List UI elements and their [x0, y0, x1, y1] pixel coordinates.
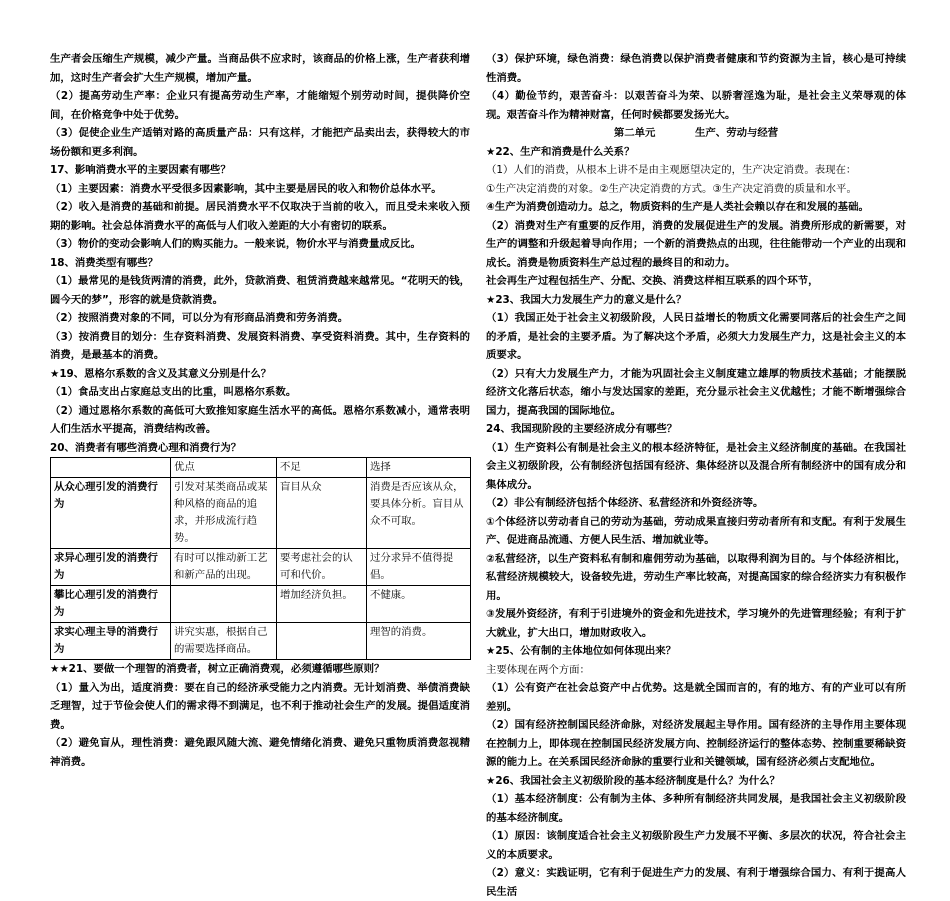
table-row-label: 求实心理主导的消费行为 [51, 623, 171, 660]
table-cell: 不健康。 [367, 586, 471, 623]
paragraph: ③发展外资经济，有利于引进境外的资金和先进技术，学习境外的先进管理经验；有利于扩大就业，扩大出口，增加财政收入。 [486, 605, 906, 642]
paragraph: （2）收入是消费的基础和前提。居民消费水平不仅取决于当前的收入，而且受未来收入预期的影响。社会总体消费水平的高低与人们收入差距的大小有密切的联系。 [50, 198, 470, 235]
paragraph: ①生产决定消费的对象。②生产决定消费的方式。③生产决定消费的质量和水平。 [486, 180, 906, 199]
table-row-label: 求异心理引发的消费行为 [51, 549, 171, 586]
paragraph: 社会再生产过程包括生产、分配、交换、消费这样相互联系的四个环节， [486, 272, 906, 291]
paragraph: （1）最常见的是钱货两清的消费，此外，贷款消费、租赁消费越来越常见。“花明天的钱，圆今天的梦”，形容的就是贷款消费。 [50, 272, 470, 309]
table-row [51, 478, 471, 549]
table-cell: 理智的消费。 [367, 623, 471, 660]
paragraph: （1）基本经济制度：公有制为主体、多种所有制经济共同发展，是我国社会主义初级阶段的基本经济制度。 [486, 790, 906, 827]
table-row-label: 攀比心理引发的消费行为 [51, 586, 171, 623]
paragraph: （1）原因：该制度适合社会主义初级阶段生产力发展不平衡、多层次的状况，符合社会主义的本质要求。 [486, 827, 906, 864]
unit-heading [486, 124, 906, 143]
paragraph: （2）通过恩格尔系数的高低可大致推知家庭生活水平的高低。恩格尔系数减小，通常表明人们生活水平提高，消费结构改善。 [50, 402, 470, 439]
paragraph: （2）意义：实践证明，它有利于促进生产力的发展、有利于增强综合国力、有利于提高人民生活 [486, 864, 906, 901]
paragraph: ★26、我国社会主义初级阶段的基本经济制度是什么？为什么？ [486, 772, 906, 791]
paragraph: （1）人们的消费，从根本上讲不是由主观愿望决定的，生产决定消费。表现在： [486, 161, 906, 180]
right-column [486, 50, 906, 901]
paragraph: （3）促使企业生产适销对路的高质量产品：只有这样，才能把产品卖出去，获得较大的市场份额和更多利润。 [50, 124, 470, 161]
table-cell: 过分求异不值得提倡。 [367, 549, 471, 586]
paragraph: （1）主要因素：消费水平受很多因素影响，其中主要是居民的收入和物价总体水平。 [50, 180, 470, 199]
paragraph: （3）物价的变动会影响人们的购买能力。一般来说，物价水平与消费量成反比。 [50, 235, 470, 254]
paragraph: （3）保护环境，绿色消费：绿色消费以保护消费者健康和节约资源为主旨，核心是可持续性消费。 [486, 50, 906, 87]
paragraph: （1）我国正处于社会主义初级阶段，人民日益增长的物质文化需要同落后的社会生产之间的矛盾，是社会的主要矛盾。为了解决这个矛盾，必须大力发展生产力，这是社会主义的本质要求。 [486, 309, 906, 365]
paragraph: ①个体经济以劳动者自己的劳动为基础，劳动成果直接归劳动者所有和支配。有利于发展生产、促进商品流通、方便人民生活、增加就业等。 [486, 513, 906, 550]
paragraph: （3）按消费目的划分：生存资料消费、发展资料消费、享受资料消费。其中，生存资料的消费，是最基本的消费。 [50, 328, 470, 365]
paragraph: （2）按照消费对象的不同，可以分为有形商品消费和劳务消费。 [50, 309, 470, 328]
right-paragraphs [486, 50, 906, 124]
paragraph: （2）只有大力发展生产力，才能为巩固社会主义制度建立雄厚的物质技术基础；才能摆脱经济文化落后状态，缩小与发达国家的差距，充分显示社会主义优越性；才能不断增强综合国力，提高我国的国际地位。 [486, 365, 906, 421]
table-header-cell [51, 458, 171, 478]
table-cell: 消费是否应该从众，要具体分析。盲目从众不可取。 [367, 478, 471, 549]
paragraph: ★23、我国大力发展生产力的意义是什么？ [486, 291, 906, 310]
paragraph: 24、我国现阶段的主要经济成分有哪些？ [486, 420, 906, 439]
paragraph: ★25、公有制的主体地位如何体现出来？ [486, 642, 906, 661]
paragraph: ②私营经济，以生产资料私有制和雇佣劳动为基础，以取得利润为目的。与个体经济相比，私营经济规模较大，设备较先进，劳动生产率比较高，对提高国家的综合经济实力有积极作用。 [486, 550, 906, 606]
table-cell: 增加经济负担。 [277, 586, 367, 623]
paragraph: （2）国有经济控制国民经济命脉，对经济发展起主导作用。国有经济的主导作用主要体现在控制力上，即体现在控制国民经济发展方向、控制经济运行的整体态势、控制重要稀缺资源的能力上。在关系国民经济命脉的重要行业和关键领域，国有经济必须占支配地位。 [486, 716, 906, 772]
table-cell: 讲究实惠，根据自己的需要选择商品。 [171, 623, 277, 660]
table-row [51, 549, 471, 586]
unit-number: 第二单元 [614, 124, 656, 143]
table-header-row [51, 458, 471, 478]
table-cell: 盲目从众 [277, 478, 367, 549]
paragraph: 主要体现在两个方面： [486, 661, 906, 680]
paragraph: （1）食品支出占家庭总支出的比重，叫恩格尔系数。 [50, 383, 470, 402]
table-cell [277, 623, 367, 660]
table-row-label: 从众心理引发的消费行为 [51, 478, 171, 549]
paragraph: 20、消费者有哪些消费心理和消费行为？ [50, 439, 470, 458]
table-row [51, 623, 471, 660]
left-paragraphs [50, 50, 470, 457]
right-paragraphs-after-unit [486, 143, 906, 901]
paragraph: （1）量入为出，适度消费：要在自己的经济承受能力之内消费。无计划消费、举债消费缺乏理智，过于节俭会使人们的需求得不到满足，也不利于推动社会生产的发展。提倡适度消费。 [50, 679, 470, 735]
table-header-cell: 选择 [367, 458, 471, 478]
paragraph: （2）避免盲从，理性消费：避免跟风随大流、避免情绪化消费、避免只重物质消费忽视精神消费。 [50, 734, 470, 771]
left-column [50, 50, 470, 771]
paragraph: ④生产为消费创造动力。总之，物质资料的生产是人类社会赖以存在和发展的基础。 [486, 198, 906, 217]
paragraph: （1）公有资产在社会总资产中占优势。这是就全国而言的，有的地方、有的产业可以有所差别。 [486, 679, 906, 716]
paragraph: ★★21、要做一个理智的消费者，树立正确消费观，必须遵循哪些原则？ [50, 660, 470, 679]
consumer-behavior-table [50, 457, 471, 660]
left-paragraphs-after-table [50, 660, 470, 771]
paragraph: ★22、生产和消费是什么关系？ [486, 143, 906, 162]
paragraph: （4）勤俭节约，艰苦奋斗：以艰苦奋斗为荣、以骄奢淫逸为耻，是社会主义荣辱观的体现。艰苦奋斗作为精神财富，任何时候都要发扬光大。 [486, 87, 906, 124]
paragraph: （1）生产资料公有制是社会主义的根本经济特征，是社会主义经济制度的基础。在我国社会主义初级阶段，公有制经济包括国有经济、集体经济以及混合所有制经济中的国有成分和集体成分。 [486, 439, 906, 495]
paragraph: （2）消费对生产有重要的反作用，消费的发展促进生产的发展。消费所形成的新需要，对生产的调整和升级起着导向作用；一个新的消费热点的出现，往往能带动一个产业的出现和成长。消费是物质资料生产总过程的最终目的和动力。 [486, 217, 906, 273]
paragraph: （2）非公有制经济包括个体经济、私营经济和外资经济等。 [486, 494, 906, 513]
unit-title: 生产、劳动与经营 [695, 124, 778, 143]
paragraph: ★19、恩格尔系数的含义及其意义分别是什么？ [50, 365, 470, 384]
paragraph: （2）提高劳动生产率：企业只有提高劳动生产率，才能缩短个别劳动时间，提供降价空间，在价格竞争中处于优势。 [50, 87, 470, 124]
table-cell: 要考虑社会的认可和代价。 [277, 549, 367, 586]
paragraph: 18、消费类型有哪些？ [50, 254, 470, 273]
table-cell: 引发对某类商品或某种风格的商品的追求，并形成流行趋势。 [171, 478, 277, 549]
table-header-cell: 优点 [171, 458, 277, 478]
paragraph: 17、影响消费水平的主要因素有哪些？ [50, 161, 470, 180]
table-header-cell: 不足 [277, 458, 367, 478]
table-cell: 有时可以推动新工艺和新产品的出现。 [171, 549, 277, 586]
table-row [51, 586, 471, 623]
table-cell [171, 586, 277, 623]
paragraph: 生产者会压缩生产规模，减少产量。当商品供不应求时，该商品的价格上涨，生产者获利增加，这时生产者会扩大生产规模，增加产量。 [50, 50, 470, 87]
